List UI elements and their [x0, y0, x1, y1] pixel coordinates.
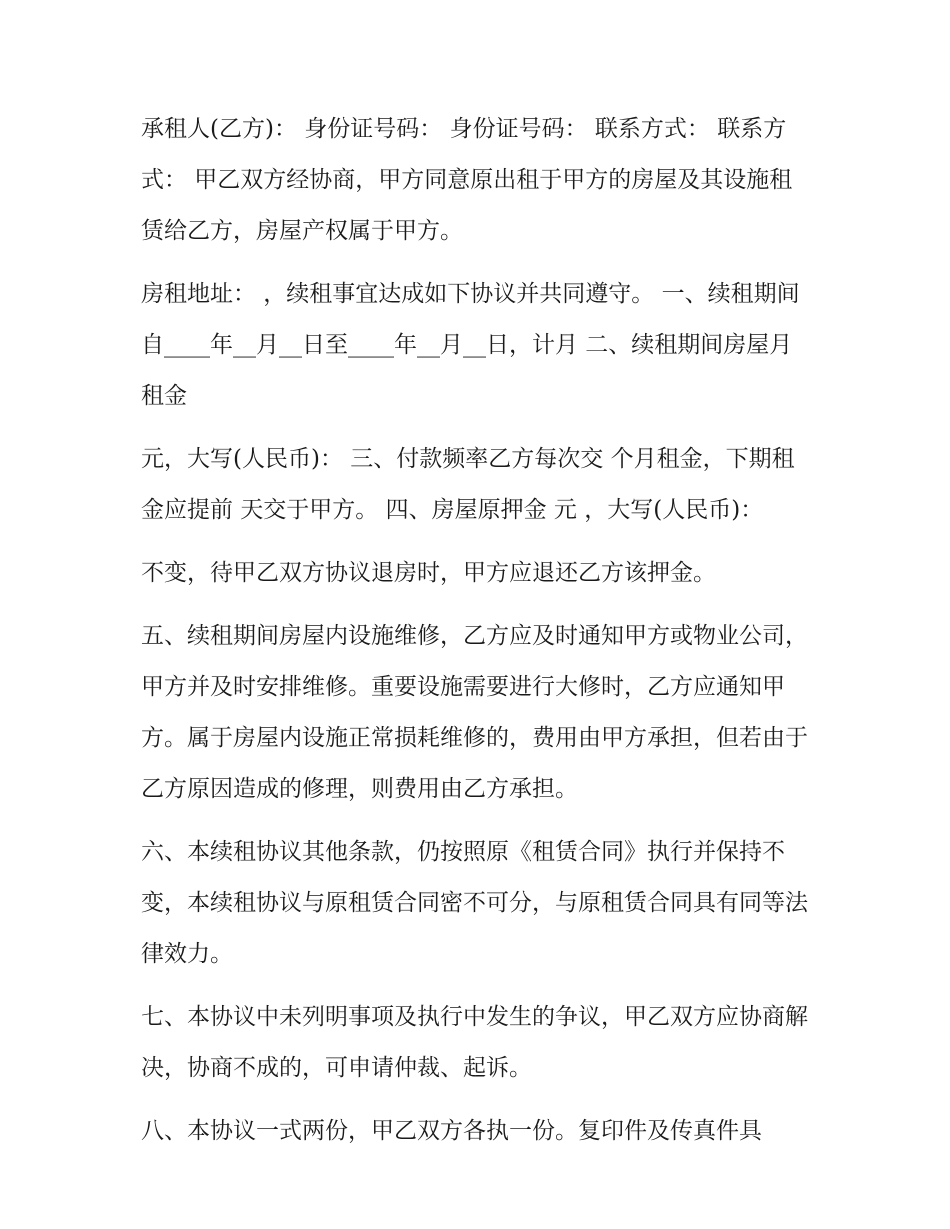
paragraph-rent-payment: 元，大写(人民币)： 三、付款频率乙方每次交 个月租金，下期租金应提前 天交于甲方。 四、房屋原押金 元 ，大写(人民币)： [141, 446, 795, 523]
paragraph-parties: 承租人(乙方)： 身份证号码： 身份证号码： 联系方式： 联系方式： 甲乙双方经协商，甲方同意原出租于甲方的房屋及其设施租赁给乙方，房屋产权属于甲方。 [141, 116, 793, 244]
paragraph-clause-8: 八、本协议一式两份，甲乙双方各执一份。复印件及传真件具 [141, 1118, 762, 1144]
paragraph-clause-6: 六、本续租协议其他条款，仍按照原《租赁合同》执行并保持不变，本续租协议与原租赁合同密不可分，与原租赁合同具有同等法律效力。 [141, 839, 808, 967]
paragraph-clause-7: 七、本协议中未列明事项及执行中发生的争议，甲乙双方应协商解决，协商不成的，可申请仲裁、起诉。 [141, 1004, 808, 1081]
paragraph-clause-5: 五、续租期间房屋内设施维修，乙方应及时通知甲方或物业公司，甲方并及时安排维修。重要设施需要进行大修时，乙方应通知甲方。属于房屋内设施正常损耗维修的，费用由甲方承担，但若由于乙方原因造成的修理，则费用由乙方承担。 [141, 623, 808, 802]
paragraph-address-term: 房租地址： ，续租事宜达成如下协议并共同遵守。 一、续租期间自____年__月__日至____年__月__日，计月 二、续租期间房屋月租金 [141, 281, 800, 409]
paragraph-deposit: 不变，待甲乙双方协议退房时，甲方应退还乙方该押金。 [141, 560, 716, 586]
document-body [141, 104, 813, 1157]
